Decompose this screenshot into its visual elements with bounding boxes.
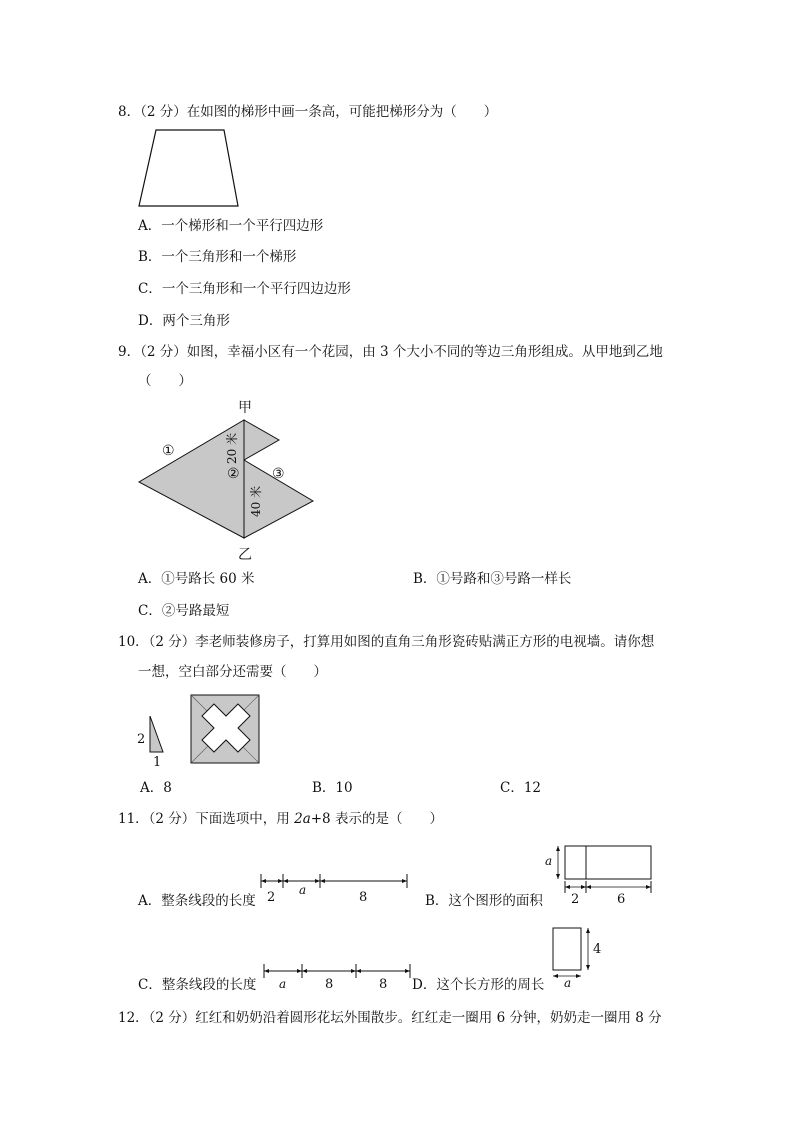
seg-c-label-2: 8 [325,977,334,992]
road-2-label: ② [227,466,240,482]
q10-stem: 10．（2 分）李老师装修房子，打算用如图的直角三角形瓷砖贴满正方形的电视墙。请你想 [118,634,655,650]
q8-stem: 8．（2 分）在如图的梯形中画一条高，可能把梯形分为（ ） [118,104,498,120]
tile-base-label: 1 [153,755,162,770]
length-40m: 40 米 [249,485,263,517]
label-yi: 乙 [238,547,252,563]
q12-stem: 12．（2 分）红红和奶奶沿着圆形花坛外围散步。红红走一圈用 6 分钟，奶奶走一圈用 8 分 [118,1010,662,1026]
q8-option-a[interactable]: A．一个梯形和一个平行四边形 [138,218,324,234]
q10-stem-cont: 一想，空白部分还需要（ ） [138,664,327,680]
rect-d-width-label: a [564,976,572,990]
length-20m: 20 米 [225,432,239,464]
q10-option-a[interactable]: A．8 [140,780,172,796]
q11-expr-b: +8 [310,811,331,827]
q9-option-c[interactable]: C．②号路最短 [138,603,230,619]
q10-option-c[interactable]: C．12 [500,780,542,796]
q8-option-c[interactable]: C．一个三角形和一个平行四边边形 [138,281,351,297]
q11-option-b[interactable]: B．这个图形的面积 [425,893,543,909]
q11-segment-a-figure [259,872,411,906]
seg-a-label-3: 8 [359,890,368,905]
q11-stem-pre: 11．（2 分）下面选项中，用 [118,811,295,827]
seg-c-label-3: 8 [379,977,388,992]
road-1-label: ① [162,443,175,459]
q10-option-b[interactable]: B．10 [312,780,353,796]
tile-height-label: 2 [137,732,146,747]
seg-c-label-1: a [279,977,287,991]
q8-option-d[interactable]: D．两个三角形 [138,313,230,329]
q11-expr-a: 2a [294,811,311,827]
tile-triangle [150,716,163,752]
rect-d-height-label: 4 [593,942,602,957]
q11-rectangle-b-figure [541,843,661,907]
q11-option-a[interactable]: A．整条线段的长度 [138,893,256,909]
q8-trapezoid-figure [136,128,246,210]
q11-rectangle-d-figure [550,925,610,991]
q11-option-d[interactable]: D．这个长方形的周长 [412,977,545,993]
q11-segment-c-figure [262,962,414,996]
q9-option-b[interactable]: B．①号路和③号路一样长 [413,571,572,587]
q9-stem-cont: （ ） [138,373,192,389]
seg-a-label-2: a [299,883,307,897]
q8-option-b[interactable]: B．一个三角形和一个梯形 [138,249,297,265]
q11-option-c[interactable]: C．整条线段的长度 [138,977,257,993]
q11-stem [118,810,443,828]
label-jia: 甲 [238,400,252,416]
q9-option-a[interactable]: A．①号路长 60 米 [138,571,255,587]
triangle-2 [244,420,279,460]
seg-a-label-1: 2 [267,890,276,905]
rect-b-width2-label: 6 [617,892,626,907]
q9-garden-figure [136,397,326,562]
q11-stem-post: 表示的是（ ） [330,811,443,827]
rect-b-height-label: a [545,854,553,868]
q9-stem: 9．（2 分）如图，幸福小区有一个花园，由 3 个大小不同的等边三角形组成。从甲地到乙地 [118,344,663,360]
q10-tile-figure [136,712,176,782]
q10-wall-figure [190,694,262,766]
road-3-label: ③ [272,466,285,482]
rect-b-width1-label: 2 [571,892,580,907]
trapezoid [139,130,238,206]
